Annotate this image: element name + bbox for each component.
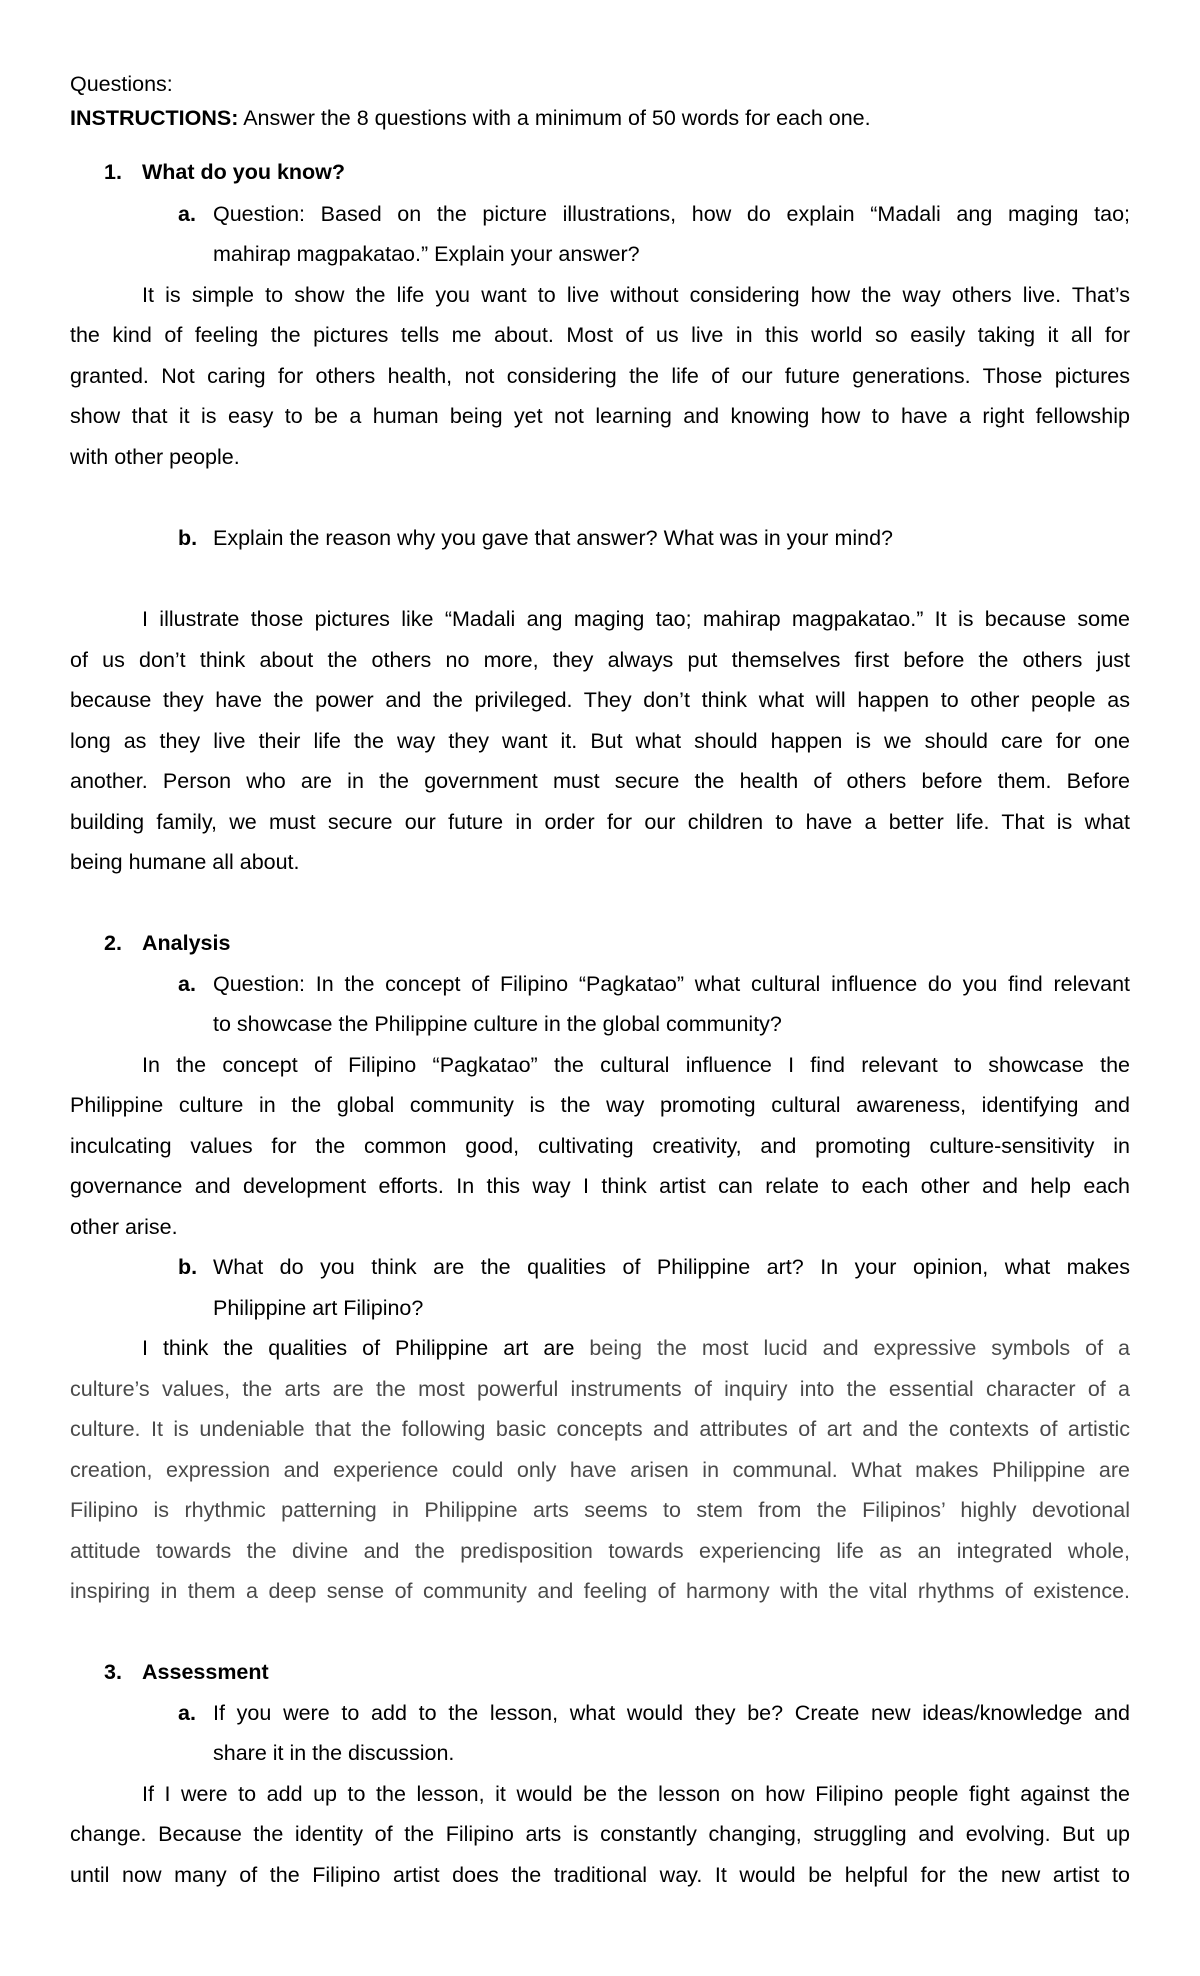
section-1-title: What do you know?	[142, 160, 346, 184]
s3-a-answer-line: until now many of the Filipino artist does the traditional way. It would be helpful for the new artist to	[70, 1863, 1130, 1887]
questions-heading: Questions:	[70, 72, 173, 96]
s2-a-answer-line: Philippine culture in the global community is the way promoting cultural awareness, identifying and	[70, 1093, 1130, 1117]
instructions-text: Answer the 8 questions with a minimum of 50 words for each one.	[238, 106, 871, 130]
s2-b-answer-line: attitude towards the divine and the predisposition towards experiencing life as an integrated whole,	[70, 1539, 1130, 1563]
section-2-number: 2.	[104, 931, 122, 955]
s2-b-answer-lead: I think the qualities of Philippine art are	[142, 1336, 590, 1360]
s2-b-answer-line: culture’s values, the arts are the most powerful instruments of inquiry into the essential character of a	[70, 1377, 1130, 1401]
s1-b-answer-line: being humane all about.	[70, 850, 300, 874]
s1-a-answer-line: with other people.	[70, 445, 240, 469]
s2-a-label: a.	[178, 972, 196, 996]
section-2-title: Analysis	[142, 931, 231, 955]
s2-b-answer-line: inspiring in them a deep sense of community and feeling of harmony with the vital rhythms of existence.	[70, 1579, 1130, 1603]
s1-b-answer-line: building family, we must secure our future in order for our children to have a better life. That is what	[70, 810, 1130, 834]
s2-b-question-line: What do you think are the qualities of Philippine art? In your opinion, what makes	[213, 1255, 1130, 1279]
section-3-title: Assessment	[142, 1660, 269, 1684]
s1-a-answer-line: show that it is easy to be a human being yet not learning and knowing how to have a right fellowship	[70, 404, 1130, 428]
s3-a-label: a.	[178, 1701, 196, 1725]
s1-a-question-line: Question: Based on the picture illustrations, how do explain “Madali ang maging tao;	[213, 202, 1130, 226]
instructions-label: INSTRUCTIONS:	[70, 106, 239, 130]
s1-a-answer-line: the kind of feeling the pictures tells me about. Most of us live in this world so easily taking it all for	[70, 323, 1130, 347]
s2-b-question-line: Philippine art Filipino?	[213, 1296, 424, 1320]
s1-b-answer-line: long as they live their life the way they want it. But what should happen is we should care for one	[70, 729, 1130, 753]
s3-a-answer-line: change. Because the identity of the Filipino arts is constantly changing, struggling and evolving. But up	[70, 1822, 1130, 1846]
s2-a-answer-line: In the concept of Filipino “Pagkatao” the cultural influence I find relevant to showcase the	[142, 1053, 1130, 1077]
s1-b-answer-line: of us don’t think about the others no more, they always put themselves first before the others just	[70, 648, 1130, 672]
s2-a-question-line: Question: In the concept of Filipino “Pagkatao” what cultural influence do you find relevant	[213, 972, 1130, 996]
s2-b-answer-line: creation, expression and experience could only have arisen in communal. What makes Philippine are	[70, 1458, 1130, 1482]
s2-b-answer-line	[142, 1334, 1130, 1362]
s3-a-question-line: If you were to add to the lesson, what would they be? Create new ideas/knowledge and	[213, 1701, 1130, 1725]
s1-b-answer-line: I illustrate those pictures like “Madali ang maging tao; mahirap magpakatao.” It is because some	[142, 607, 1130, 631]
s2-b-answer-quoted: being the most lucid and expressive symbols of a	[589, 1336, 1130, 1360]
s3-a-answer-line: If I were to add up to the lesson, it would be the lesson on how Filipino people fight against the	[142, 1782, 1130, 1806]
s1-a-answer-line: It is simple to show the life you want to live without considering how the way others live. That’s	[142, 283, 1130, 307]
s2-b-label: b.	[178, 1255, 198, 1279]
s2-b-answer-line: culture. It is undeniable that the following basic concepts and attributes of art and the contexts of artistic	[70, 1417, 1130, 1441]
s1-b-question-line: Explain the reason why you gave that answer? What was in your mind?	[213, 526, 894, 550]
s3-a-question-line: share it in the discussion.	[213, 1741, 455, 1765]
s2-a-answer-line: other arise.	[70, 1215, 178, 1239]
s2-a-question-line: to showcase the Philippine culture in the global community?	[213, 1012, 782, 1036]
s1-a-answer-line: granted. Not caring for others health, not considering the life of our future generations. Those pictures	[70, 364, 1130, 388]
s2-a-answer-line: inculcating values for the common good, cultivating creativity, and promoting culture-sensitivity in	[70, 1134, 1130, 1158]
s2-b-answer-line: Filipino is rhythmic patterning in Philippine arts seems to stem from the Filipinos’ highly devotional	[70, 1498, 1130, 1522]
s1-b-answer-line: another. Person who are in the government must secure the health of others before them. Before	[70, 769, 1130, 793]
s1-b-answer-line: because they have the power and the privileged. They don’t think what will happen to other people as	[70, 688, 1130, 712]
section-1-number: 1.	[104, 160, 122, 184]
s2-a-answer-line: governance and development efforts. In this way I think artist can relate to each other and help each	[70, 1174, 1130, 1198]
s1-a-label: a.	[178, 202, 196, 226]
section-3-number: 3.	[104, 1660, 122, 1684]
s1-b-label: b.	[178, 526, 198, 550]
s1-a-question-line: mahirap magpakatao.” Explain your answer?	[213, 242, 640, 266]
instructions-line	[70, 104, 871, 132]
